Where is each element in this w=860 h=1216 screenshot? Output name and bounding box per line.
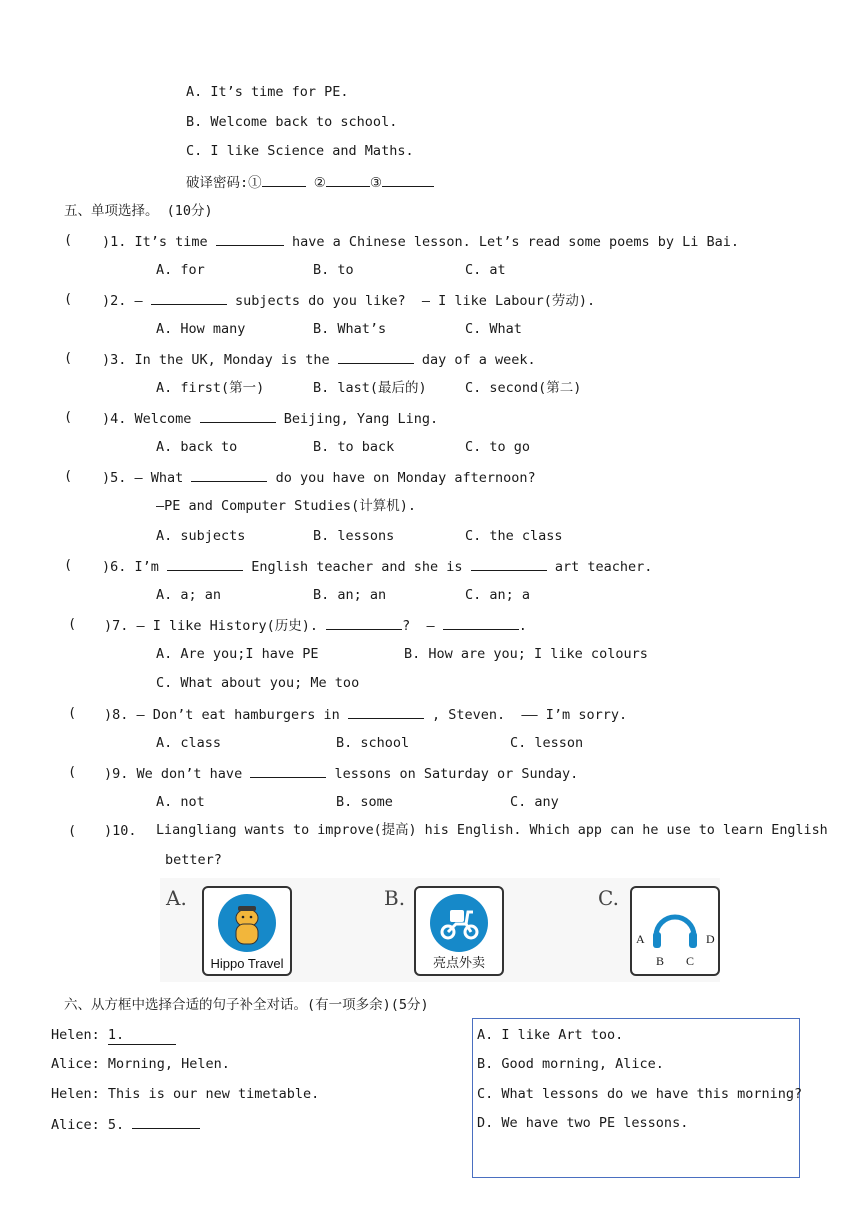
q7-stem: )7. — I like History(历史). ? — . — [104, 615, 527, 635]
q6-paren[interactable]: ( — [64, 557, 73, 573]
q2-blank[interactable] — [151, 290, 227, 305]
q4-paren[interactable]: ( — [64, 409, 73, 425]
box-option-a: A. I like Art too. — [477, 1027, 624, 1043]
q7-blank-1[interactable] — [326, 615, 402, 630]
q9-option-c: C. any — [510, 794, 559, 810]
app-c-letter-d: D — [706, 932, 715, 946]
q1-paren[interactable]: ( — [64, 232, 73, 248]
q9-blank[interactable] — [250, 763, 326, 778]
q3-blank[interactable] — [338, 349, 414, 364]
q5-paren[interactable]: ( — [64, 468, 73, 484]
q5-answer-line: —PE and Computer Studies(计算机). — [156, 498, 416, 514]
app-c-letter: C. — [598, 886, 619, 910]
q6-option-c: C. an; a — [465, 587, 531, 603]
dialog-line-4: Alice: 5. — [51, 1114, 200, 1134]
q3-option-c: C. second(第二) — [465, 380, 582, 396]
q10-stem: Liangliang wants to improve(提高) his English. Which app can he use to learn English — [156, 823, 828, 838]
q4-option-c: C. to go — [465, 439, 531, 455]
decode-label: 破译密码: — [186, 175, 249, 191]
option-a: A. It’s time for PE. — [186, 84, 349, 100]
q4-option-a: A. back to — [156, 439, 238, 455]
q8-option-c: C. lesson — [510, 735, 584, 751]
q6-option-a: A. a; an — [156, 587, 222, 603]
dialog-blank-1[interactable]: 1. — [108, 1026, 176, 1045]
decode-mark-2: ② — [313, 175, 326, 191]
q6-blank-2[interactable] — [471, 556, 547, 571]
app-c-letter-c: C — [686, 954, 695, 968]
q1-stem: )1. It’s time have a Chinese lesson. Let’s read some poems by Li Bai. — [102, 231, 739, 251]
decode-blank-2[interactable] — [326, 172, 370, 187]
dialog-blank-5[interactable] — [132, 1114, 200, 1129]
q2-stem: )2. — subjects do you like? — I like Labour(劳动). — [102, 290, 595, 310]
q7-option-a: A. Are you;I have PE — [156, 646, 319, 662]
option-c: C. I like Science and Maths. — [186, 143, 414, 159]
q10-num: )10. — [104, 823, 137, 839]
q8-option-a: A. class — [156, 735, 222, 751]
q8-option-b: B. school — [336, 735, 410, 751]
q4-option-b: B. to back — [313, 439, 395, 455]
q9-option-a: A. not — [156, 794, 205, 810]
q6-blank-1[interactable] — [167, 556, 243, 571]
q8-stem: )8. — Don’t eat hamburgers in , Steven. —— I’m sorry. — [104, 704, 627, 724]
q9-stem: )9. We don’t have lessons on Saturday or Sunday. — [104, 763, 578, 783]
decode-mark-1: ① — [248, 175, 262, 191]
q7-paren[interactable]: ( — [68, 616, 77, 632]
q1-option-b: B. to — [313, 262, 354, 278]
dialog-line-2: Alice: Morning, Helen. — [51, 1056, 230, 1072]
q3-option-b: B. last(最后的) — [313, 380, 427, 396]
hippo-icon — [218, 894, 276, 952]
q10-paren[interactable]: ( — [68, 823, 77, 839]
q1-blank[interactable] — [216, 231, 284, 246]
q6-stem: )6. I’m English teacher and she is art teacher. — [102, 556, 652, 576]
q2-option-b: B. What’s — [313, 321, 387, 337]
q7-option-b: B. How are you; I like colours — [404, 646, 648, 662]
app-a-letter: A. — [166, 886, 187, 910]
decode-blank-1[interactable] — [262, 172, 306, 187]
q2-option-c: C. What — [465, 321, 522, 337]
decode-blank-3[interactable] — [382, 172, 434, 187]
q5-option-a: A. subjects — [156, 528, 246, 544]
box-option-b: B. Good morning, Alice. — [477, 1056, 664, 1072]
q1-option-c: C. at — [465, 262, 506, 278]
q8-blank[interactable] — [348, 704, 424, 719]
dialog-line-3: Helen: This is our new timetable. — [51, 1086, 320, 1102]
app-c-letter-b: B — [656, 954, 665, 968]
app-icons-image — [160, 878, 720, 982]
dialog-line-1: Helen: 1. — [51, 1026, 176, 1045]
q5-stem: )5. — What do you have on Monday afternoon? — [102, 467, 536, 487]
q6-option-b: B. an; an — [313, 587, 387, 603]
decode-line — [186, 172, 434, 192]
section5-heading: 五、单项选择。 (10分) — [64, 203, 213, 219]
app-c-icon[interactable] — [630, 886, 720, 976]
q7-blank-2[interactable] — [443, 615, 519, 630]
q3-paren[interactable]: ( — [64, 350, 73, 366]
box-option-c: C. What lessons do we have this morning? — [477, 1086, 803, 1102]
q5-blank[interactable] — [191, 467, 267, 482]
app-c-letter-a: A — [636, 932, 645, 946]
q7-option-c: C. What about you; Me too — [156, 675, 360, 691]
section6-heading: 六、从方框中选择合适的句子补全对话。(有一项多余)(5分) — [64, 997, 429, 1013]
q4-stem: )4. Welcome Beijing, Yang Ling. — [102, 408, 438, 428]
q2-paren[interactable]: ( — [64, 291, 73, 307]
q3-stem: )3. In the UK, Monday is the day of a week. — [102, 349, 536, 369]
decode-mark-3: ③ — [369, 175, 382, 191]
q9-option-b: B. some — [336, 794, 393, 810]
app-b-letter: B. — [384, 886, 406, 910]
q10-stem-line2: better? — [165, 852, 222, 868]
box-option-d: D. We have two PE lessons. — [477, 1115, 689, 1131]
app-a-icon[interactable] — [202, 886, 292, 976]
app-b-label: 亮点外卖 — [432, 955, 485, 970]
option-b: B. Welcome back to school. — [186, 114, 398, 130]
q2-option-a: A. How many — [156, 321, 246, 337]
q5-option-c: C. the class — [465, 528, 563, 544]
q9-paren[interactable]: ( — [68, 764, 77, 780]
app-a-label: Hippo Travel — [210, 956, 284, 971]
q5-option-b: B. lessons — [313, 528, 395, 544]
q8-paren[interactable]: ( — [68, 705, 77, 721]
scooter-icon — [430, 894, 488, 952]
q4-blank[interactable] — [200, 408, 276, 423]
app-b-icon[interactable] — [414, 886, 504, 976]
q3-option-a: A. first(第一) — [156, 380, 265, 396]
q1-option-a: A. for — [156, 262, 205, 278]
